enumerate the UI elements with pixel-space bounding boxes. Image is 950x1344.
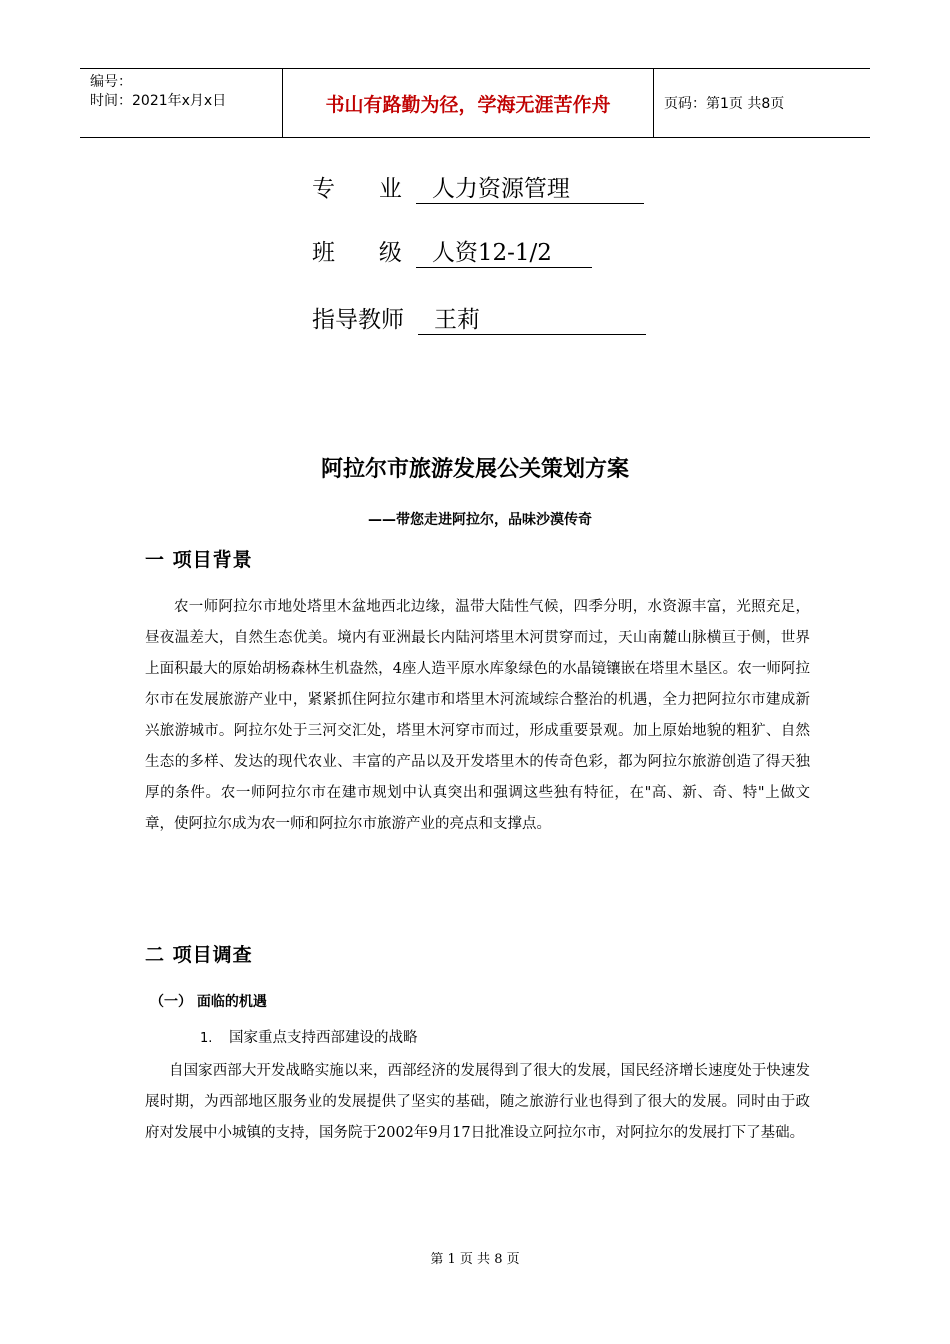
section2-item-number: 1.: [200, 1031, 213, 1046]
field-major-label: 专 业: [312, 176, 402, 202]
document-title: 阿拉尔市旅游发展公关策划方案: [320, 457, 629, 482]
section2-heading: 二 项目调查: [145, 944, 253, 966]
field-major-value: 人力资源管理: [416, 175, 644, 204]
section1-heading: 一 项目背景: [145, 549, 253, 571]
field-advisor-label: 指导教师: [312, 307, 404, 333]
header-motto: 书山有路勤为径，学海无涯苦作舟: [282, 69, 654, 137]
document-subtitle: ——带您走进阿拉尔，品味沙漠传奇: [368, 512, 592, 528]
header-meta: [80, 69, 282, 137]
field-major: [312, 170, 644, 204]
section2-subheading: （一） 面临的机遇: [150, 994, 267, 1010]
number-label: 编号：: [90, 74, 132, 90]
header-page-code: 页码：第1页 共8页: [664, 96, 785, 112]
section1-paragraph: 农一师阿拉尔市地处塔里木盆地西北边缘，温带大陆性气候，四季分明，水资源丰富，光照充足，昼夜温差大，自然生态优美。境内有亚洲最长内陆河塔里木河贯穿而过，天山南麓山脉横亘于侧，世界上面积最大的原始胡杨森林生机盎然，4座人造平原水库象绿色的水晶镜镶嵌在塔里木垦区。农一师阿拉尔市在发展旅游产业中，紧紧抓住阿拉尔建市和塔里木河流域综合整治的机遇，全力把阿拉尔市建成新兴旅游城市。阿拉尔处于三河交汇处，塔里木河穿市而过，形成重要景观。加上原始地貌的粗犷、自然生态的多样、发达的现代农业、丰富的产品以及开发塔里木的传奇色彩，都为阿拉尔旅游创造了得天独厚的条件。农一师阿拉尔市在建市规划中认真突出和强调这些独有特征，在"高、新、奇、特"上做文章，使阿拉尔成为农一师和阿拉尔市旅游产业的亮点和支撑点。: [145, 599, 810, 832]
field-advisor: [312, 301, 646, 335]
section2-item: [200, 1026, 418, 1047]
field-class-value: 人资12-1/2: [416, 239, 592, 268]
field-class: [312, 234, 592, 268]
document-header: [80, 68, 870, 138]
field-advisor-value: 王莉: [418, 306, 646, 335]
section2-item-title: 国家重点支持西部建设的战略: [229, 1030, 418, 1046]
page-footer: 第 1 页 共 8 页: [430, 1252, 520, 1267]
section2-paragraph: 自国家西部大开发战略实施以来，西部经济的发展得到了很大的发展，国民经济增长速度处于快速发展时期，为西部地区服务业的发展提供了坚实的基础，随之旅游行业也得到了很大的发展。同时由于政府对发展中小城镇的支持，国务院于2002年9月17日批准设立阿拉尔市，对阿拉尔的发展打下了基础。: [145, 1063, 810, 1141]
field-class-label: 班 级: [312, 240, 402, 266]
time-label: 时间：2021年x月x日: [90, 93, 227, 109]
